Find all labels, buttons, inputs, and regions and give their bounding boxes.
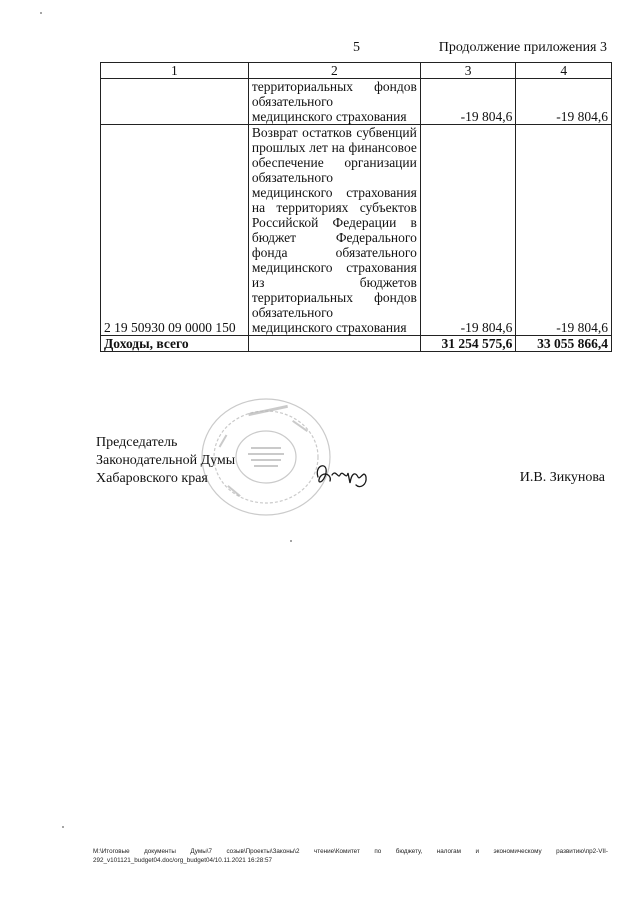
description-line: обязательного <box>251 170 334 185</box>
signatory-title <box>96 434 235 488</box>
footer-line: M:\Итоговые документы Думы\7 созыв\Проекты\Законы\2 чтение\Комитет по бюджету, налогам и экономическому развитию\пр2-VII- <box>93 848 608 855</box>
signatory-title-line: Законодательной Думы <box>96 453 236 468</box>
description-line: территориальных фондов <box>251 79 417 94</box>
description-line: обеспечение организации <box>251 155 417 170</box>
table-row <box>101 79 612 125</box>
description-line: медицинского страхования <box>251 320 407 335</box>
handwritten-signature <box>310 455 380 495</box>
description-line: Российской Федерации в <box>251 215 417 230</box>
row-value-col4: -19 804,6 <box>516 79 612 125</box>
row-value-col4: -19 804,6 <box>516 125 612 336</box>
signatory-title-line: Хабаровского края <box>96 471 208 486</box>
signatory-title-line: Председатель <box>96 435 178 450</box>
row-description <box>248 125 420 336</box>
table-header-row <box>101 63 612 79</box>
description-line: медицинского страхования <box>251 260 417 275</box>
description-line: прошлых лет на финансовое <box>251 140 417 155</box>
description-line: бюджет Федерального <box>251 230 417 245</box>
description-line: фонда обязательного <box>251 245 417 260</box>
scan-speck <box>40 12 42 14</box>
total-value-col3: 31 254 575,6 <box>420 336 516 352</box>
budget-table <box>100 62 612 352</box>
column-number-3: 3 <box>420 63 516 79</box>
total-row <box>101 336 612 352</box>
description-line: Возврат остатков субвенций <box>251 125 417 140</box>
row-code <box>101 79 249 125</box>
column-number-4: 4 <box>516 63 612 79</box>
description-line: обязательного <box>251 94 334 109</box>
scan-speck <box>62 826 64 828</box>
footer-line: 292_v101121_budget04.doc/org_budget04/10.11.2021 16:28:57 <box>93 857 273 864</box>
page-number: 5 <box>353 40 360 55</box>
scan-speck <box>290 540 292 542</box>
signatory-name: И.В. Зикунова <box>519 470 605 485</box>
row-value-col3: -19 804,6 <box>420 79 516 125</box>
description-line: из бюджетов <box>251 275 417 290</box>
total-empty-cell <box>248 336 420 352</box>
total-value-col4: 33 055 866,4 <box>516 336 612 352</box>
description-line: обязательного <box>251 305 334 320</box>
total-label: Доходы, всего <box>101 336 249 352</box>
description-line: территориальных фондов <box>251 290 417 305</box>
continuation-label: Продолжение приложения 3 <box>438 40 607 55</box>
column-number-2: 2 <box>248 63 420 79</box>
file-path-footer <box>93 847 608 865</box>
row-value-col3: -19 804,6 <box>420 125 516 336</box>
description-line: на территориях субъектов <box>251 200 417 215</box>
table-row <box>101 125 612 336</box>
row-code: 2 19 50930 09 0000 150 <box>101 125 249 336</box>
description-line: медицинского страхования <box>251 109 407 124</box>
description-line: медицинского страхования <box>251 185 417 200</box>
row-description <box>248 79 420 125</box>
column-number-1: 1 <box>101 63 249 79</box>
